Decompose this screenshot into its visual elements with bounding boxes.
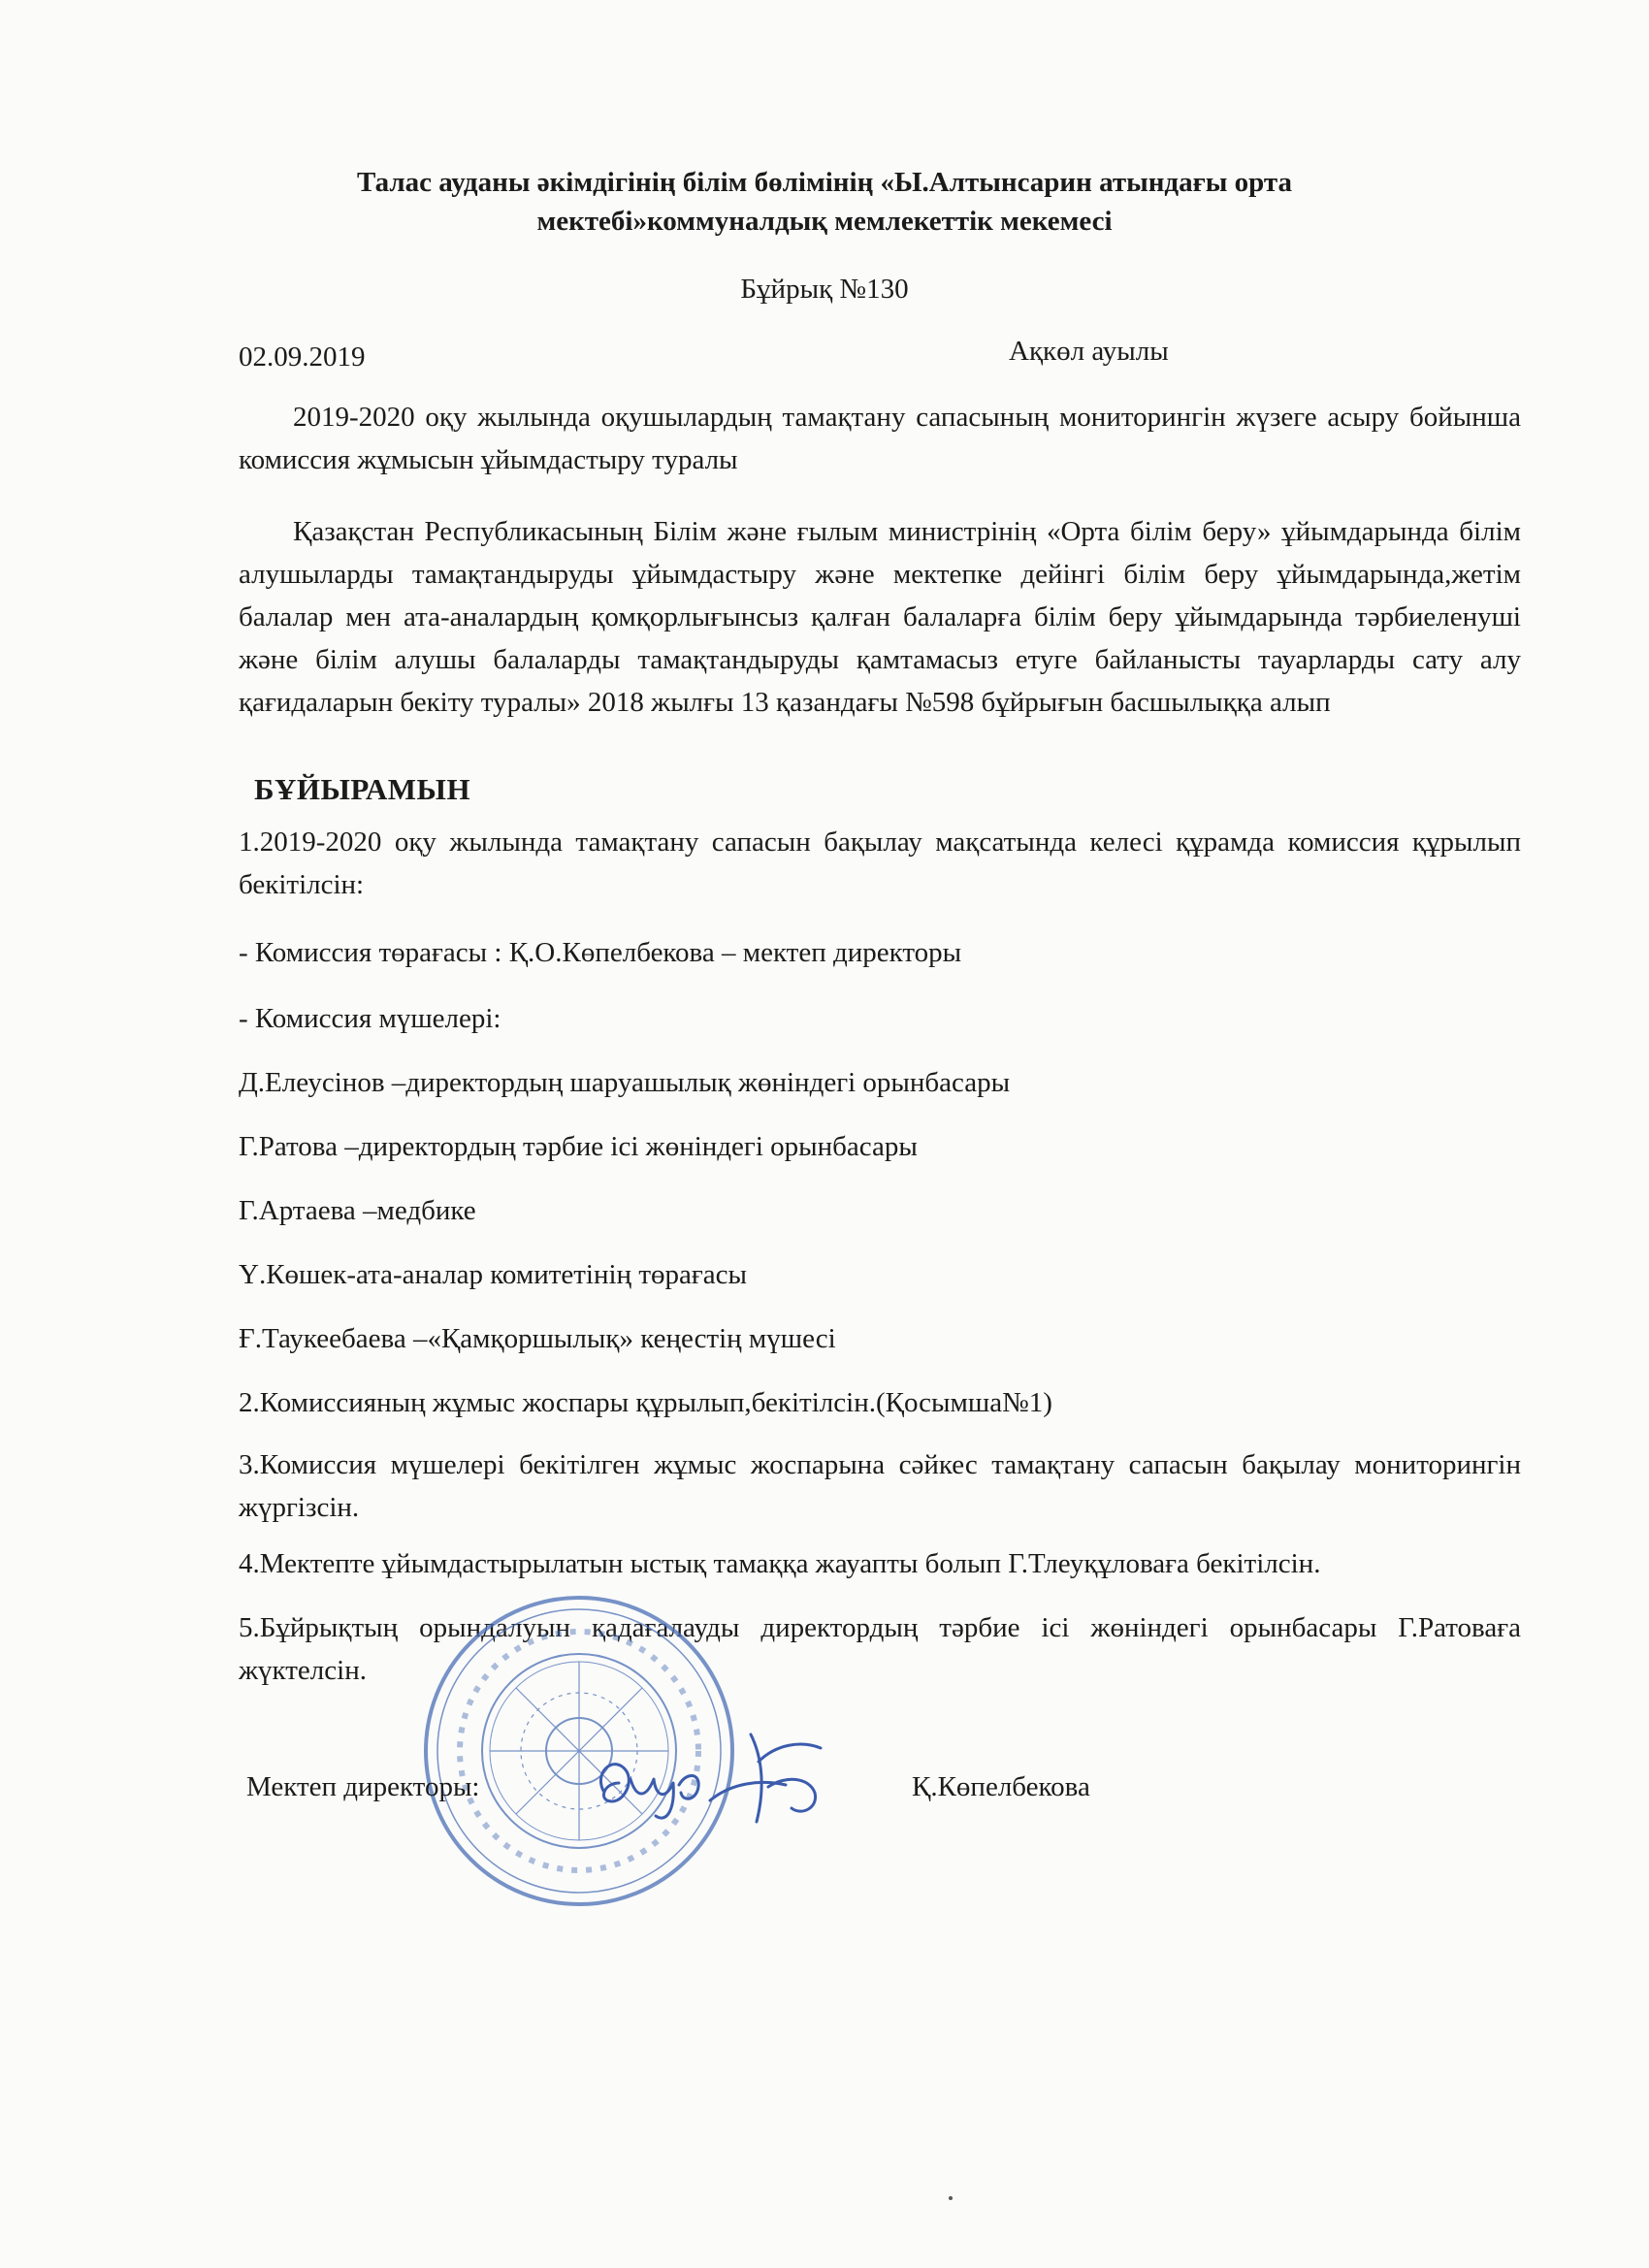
director-name: Қ.Көпелбекова (912, 1771, 1090, 1802)
member-5: Ғ.Таукеебаева –«Қамқоршылық» кеңестің мүшесі (239, 1323, 836, 1354)
member-1: Д.Елеусінов –директордың шаруашылық жөніндегі орынбасары (239, 1067, 1011, 1098)
order-number: Бұйрық №130 (740, 274, 909, 305)
commission-chair: - Комиссия төрағасы : Қ.О.Көпелбекова – мектеп директоры (239, 937, 962, 968)
title-line-2: мектебі»коммуналдық мемлекеттік мекемесі (536, 206, 1113, 237)
member-2: Г.Ратова –директордың тәрбие ісі жөніндегі орынбасары (239, 1131, 918, 1162)
title-line-1: Талас ауданы әкімдігінің білім бөлімінің «Ы.Алтынсарин атындағы орта (356, 167, 1293, 198)
member-4: Ү.Көшек-ата-аналар комитетінің төрағасы (239, 1259, 747, 1290)
item-1: 1.2019-2020 оқу жылында тамақтану сапасын бақылау мақсатында келесі құрамда комиссия құрылып бекітілсін: (239, 826, 1521, 900)
order-subject: 2019-2020 оқу жылында оқушылардың тамақтану сапасының мониторингін жүзеге асыру бойынша комиссия жұмысын ұйымдастыру туралы (239, 402, 1521, 475)
item-5: 5.Бұйрықтың орындалуын қадағалауды директордың тәрбие ісі жөніндегі орынбасары Г.Ратоваға жүктелсін. (239, 1612, 1521, 1686)
commission-members-label: - Комиссия мүшелері: (239, 1003, 501, 1034)
item-3: 3.Комиссия мүшелері бекітілген жұмыс жоспарына сәйкес тамақтану сапасын бақылау мониторингін жүргізсін. (239, 1449, 1521, 1523)
member-3: Г.Артаева –медбике (239, 1195, 476, 1226)
order-date: 02.09.2019 (239, 341, 366, 373)
order-preamble: Қазақстан Республикасының Білім және ғылым министрінің «Орта білім беру» ұйымдарында білім алушыларды тамақтандыруды ұйымдастыру және мектепке дейінгі білім беру ұйымдарында,жетім балалар мен ата-аналардың қомқорлығынсыз қалған балаларға білім беру ұйымдарында тәрбиеленуші және білім алушы балаларды тамақтандыруды қамтамасыз етуге байланысты тауарларды сату алу қағидаларын бекіту туралы» 2018 жылғы 13 қазандағы №598 бұйрығын басшылыққа алып (239, 516, 1521, 718)
item-2: 2.Комиссияның жұмыс жоспары құрылып,бекітілсін.(Қосымша№1) (239, 1387, 1052, 1418)
handwritten-signature-icon (586, 1715, 857, 1841)
scan-speck (949, 2196, 953, 2200)
order-heading: БҰЙЫРАМЫН (254, 772, 471, 806)
document-title (291, 163, 1358, 241)
order-place: Ақкөл ауылы (1009, 336, 1169, 367)
signature-label: Мектеп директоры: (246, 1771, 480, 1802)
item-4: 4.Мектепте ұйымдастырылатын ыстық тамаққа жауапты болып Г.Тлеуқұловаға бекітілсін. (239, 1548, 1321, 1579)
